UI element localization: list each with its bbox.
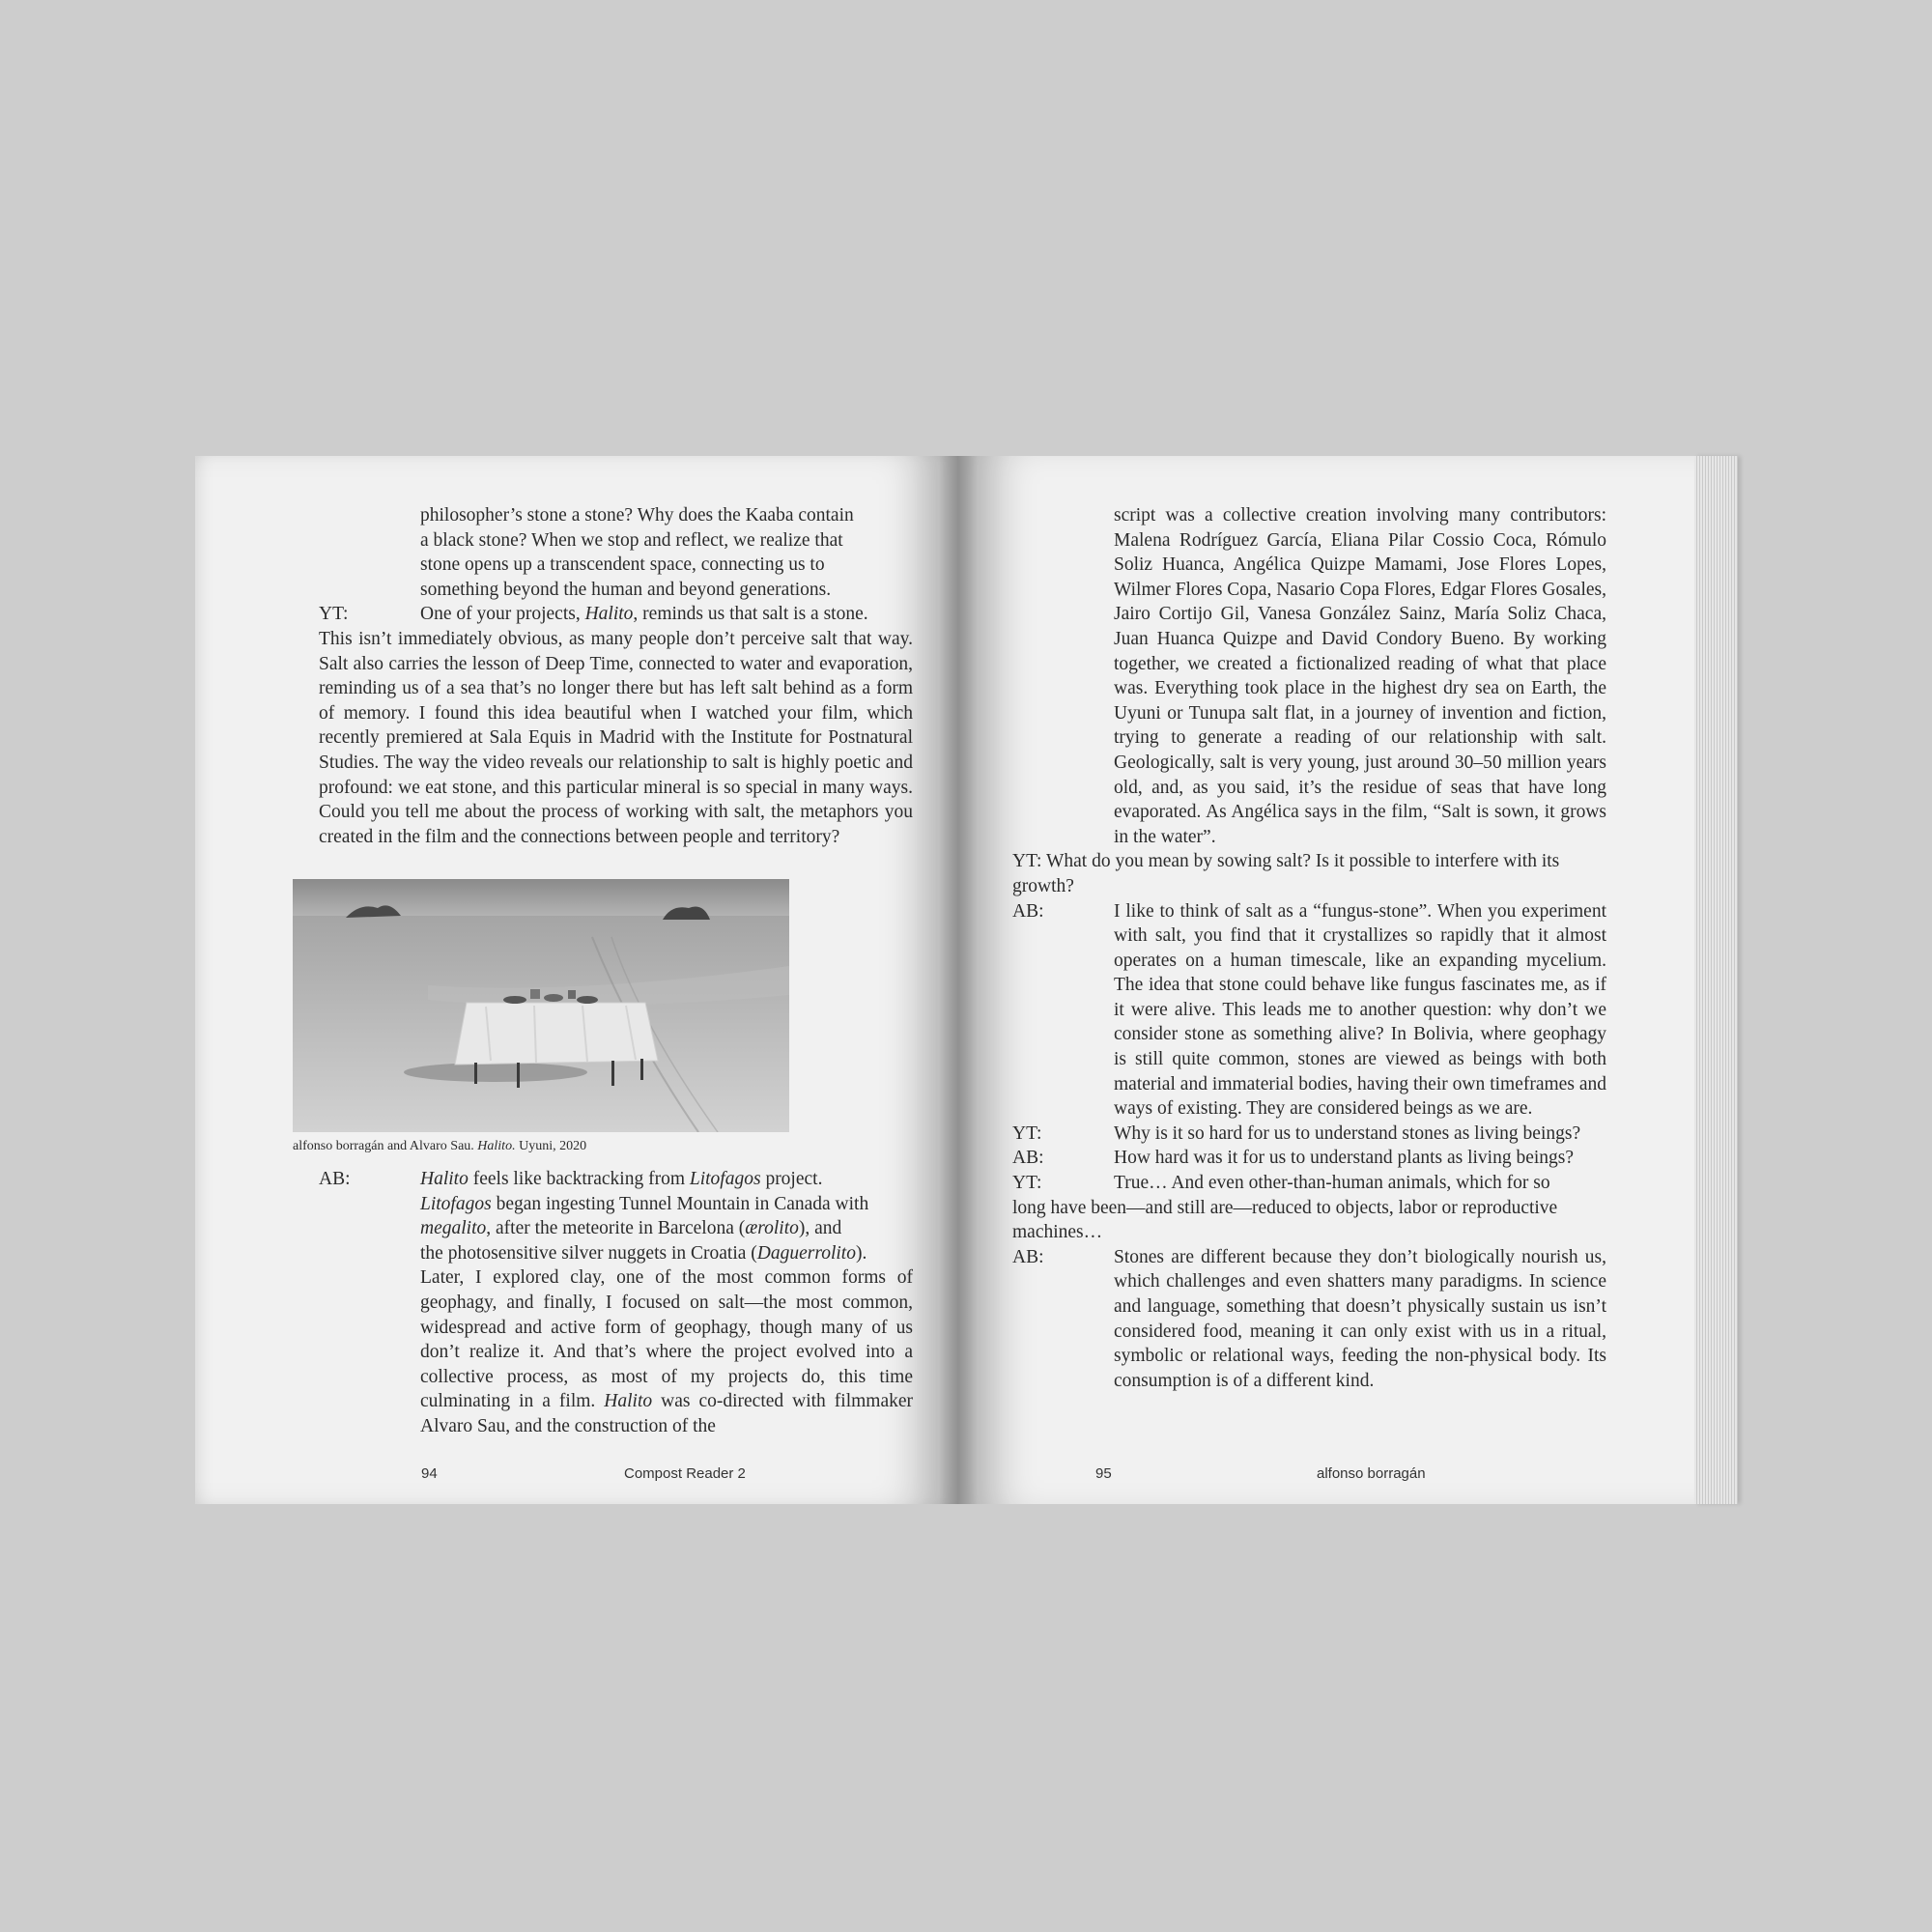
yt-question-3: YT: Why is it so hard for us to understand stones as living beings?	[1012, 1122, 1606, 1147]
intro-line: stone opens up a transcendent space, connecting us to	[420, 554, 825, 576]
right-page	[958, 456, 1694, 1504]
speaker-label: AB:	[319, 1169, 351, 1189]
yt-question-4: YT: True… And even other-than-human animals, which for so	[1012, 1171, 1606, 1196]
speaker-label: AB:	[1012, 1246, 1044, 1267]
salt-flat-table-image	[293, 879, 789, 1132]
ab-answer-4: AB: Stones are different because they don’t biologically nourish us, which challenges and even shatters many paradigms. In science and language, something that doesn’t physically sustain us isn’t considered food, meaning it can only exist with us in a ritual, symbolic or relational ways, feeding the non-physical body. Its consumption is of a different kind.	[1012, 1245, 1606, 1394]
halito-photo	[293, 879, 789, 1132]
intro-line: something beyond the human and beyond generations.	[420, 579, 832, 600]
speaker-label: YT:	[1012, 1122, 1042, 1144]
running-title-left: Compost Reader 2	[624, 1465, 746, 1482]
page-number-left: 94	[421, 1465, 438, 1482]
ab-answer-1: AB: Halito feels like backtracking from Litofagos project. Litofagos began ingesting Tunnel Mountain in Canada with megalito, after the meteorite in Barcelona (ærolito), and the photosensitive silver nuggets in Croatia (Daguerrolito). Later, I explored clay, one of the most common forms of geophagy, and finally, I focused on salt—the most common, widespread and active form of geophagy, though many of us don’t realize it. And that’s where the project evolved into a collective process, as most of my projects do, this time culminating in a film. Halito was co-directed with filmmaker Alvaro Sau, and the construction of the	[319, 1169, 913, 1436]
script-contributors-paragraph: script was a collective creation involving many contributors: Malena Rodríguez García, Eliana Pilar Cossio Coca, Rómulo Soliz Huanca, Angélica Quizpe Mamami, Jose Flores Lopes, Wilmer Flores Copa, Nasario Copa Flores, Edgar Flores Gosales, Jairo Cortijo Gil, Vanesa González Sainz, María Soliz Chaca, Juan Huanca Quizpe and David Condory Bueno. By working together, we created a fictionalized reading of what that place was. Everything took place in the highest dry sea on Earth, the Uyuni or Tunupa salt flat, in a journey of invention and fiction, trying to generate a reading of our relationship with salt. Geologically, salt is very young, just around 30–50 million years old, and, as you said, it’s the residue of seas that have long evaporated. As Angélica says in the film, “Salt is sown, it grows in the water”.	[1114, 505, 1606, 847]
page-number-right: 95	[1095, 1465, 1112, 1482]
left-page	[195, 456, 958, 1504]
running-title-right: alfonso borragán	[1317, 1465, 1426, 1482]
open-book	[195, 456, 1741, 1504]
speaker-label: YT:	[1012, 1173, 1042, 1194]
page-edges	[1694, 456, 1738, 1504]
intro-line: a black stone? When we stop and reflect, we realize that	[420, 529, 843, 551]
right-page-body	[1012, 503, 1606, 1393]
speaker-label: AB:	[1012, 1148, 1044, 1169]
yt-question-2: YT: What do you mean by sowing salt? Is it possible to interfere with its growth?	[1012, 851, 1560, 896]
yt-question-4-continued: long have been—and still are—reduced to objects, labor or reproductive machines…	[1012, 1197, 1558, 1243]
speaker-label: YT:	[319, 604, 349, 625]
intro-line: philosopher’s stone a stone? Why does the Kaaba contain	[420, 505, 854, 526]
book-gutter	[939, 456, 978, 1504]
photo-caption: alfonso borragán and Alvaro Sau. Halito. Uyuni, 2020	[293, 1139, 587, 1153]
ab-answer-3: AB: How hard was it for us to understand plants as living beings?	[1012, 1146, 1606, 1171]
left-page-body	[319, 503, 913, 849]
yt-question-1: YT: One of your projects, Halito, reminds us that salt is a stone.	[319, 602, 913, 627]
ab-answer-2: AB: I like to think of salt as a “fungus-stone”. When you experiment with salt, you find that it crystallizes so rapidly that it almost operates on a human timescale, like an expanding mycelium. The idea that stone could behave like fungus fascinates me, as if it were alive. This leads me to another question: why don’t we consider stone as something alive? In Bolivia, where geophagy is still quite common, stones are viewed as beings with both material and immaterial bodies, having their own timeframes and ways of existing. They are considered beings as we are.	[1012, 899, 1606, 1122]
yt-question-1-continued: This isn’t immediately obvious, as many people don’t perceive salt that way. Salt also carries the lesson of Deep Time, connected to water and evaporation, reminding us of a sea that’s no longer there but has left salt behind as a form of memory. I found this idea beautiful when I watched your film, which recently premiered at Sala Equis in Madrid with the Institute for Postnatural Studies. The way the video reveals our relationship to salt is highly poetic and profound: we eat stone, and this particular mineral is so special in many ways. Could you tell me about the process of working with salt, the metaphors you created in the film and the connections between people and territory?	[319, 628, 913, 847]
speaker-label: AB:	[1012, 900, 1044, 922]
